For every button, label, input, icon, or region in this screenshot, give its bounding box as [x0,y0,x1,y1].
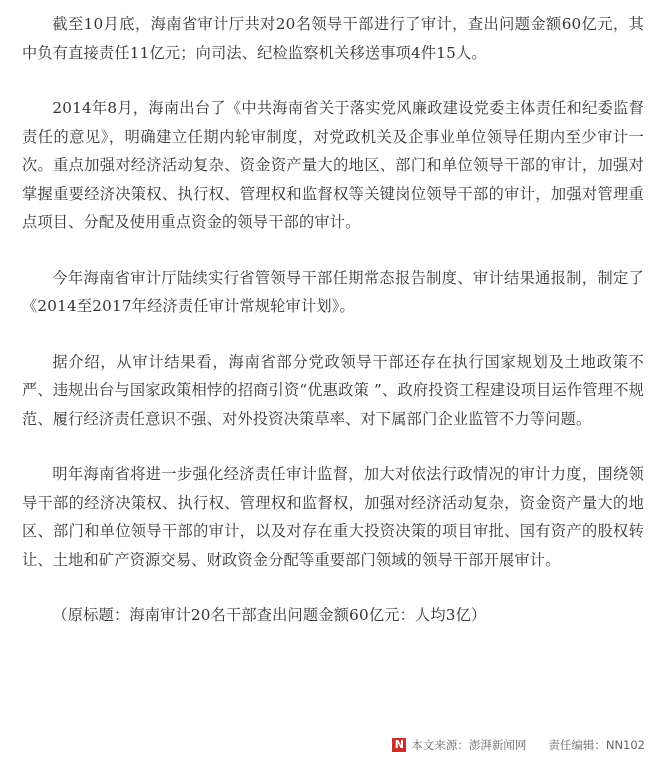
article-body [22,10,644,657]
paragraph-next-year-plan: 明年海南省将进一步强化经济责任审计监督，加大对依法行政情况的审计力度，围绕领导干部的经济决策权、执行权、管理权和监督权，加强对经济活动复杂，资金资产量大的地区、部门和单位领导干部的审计，以及对存在重大投资决策的项目审批、国有资产的股权转让、土地和矿产资源交易、财政资金分配等重要部门领域的领导干部开展审计。 [22,465,644,569]
editor-text: 责任编辑：NN102 [548,738,645,752]
original-title-note: （原标题：海南审计20名干部查出问题金额60亿元：人均3亿） [52,606,487,624]
source-text[interactable]: 本文来源：澎湃新闻网 [411,738,527,752]
paragraph-policy-2014: 2014年8月，海南出台了《中共海南省关于落实党风廉政建设党委主体责任和纪委监督责任的意见》，明确建立任期内轮审制度，对党政机关及企事业单位领导任期内至少审计一次。重点加强对经济活动复杂、资金资产量大的地区、部门和单位领导干部的审计，加强对掌握重要经济决策权、执行权、管理权和监督权等关键岗位领导干部的审计，加强对管理重点项目、分配及使用重点资金的领导干部的审计。 [22,99,644,231]
paragraph-audit-findings: 据介绍，从审计结果看，海南省部分党政领导干部还存在执行国家规划及土地政策不严、违规出台与国家政策相悖的招商引资“优惠政策 ”、政府投资工程建设项目运作管理不规范、履行经济责任意识不强、对外投资决策草率、对下属部门企业监管不力等问题。 [22,352,644,428]
paragraph-reporting-system: 今年海南省审计厅陆续实行省管领导干部任期常态报告制度、审计结果通报制，制定了《2014至2017年经济责任审计常规轮审计划》。 [22,268,644,315]
paragraph-audit-summary: 截至10月底，海南省审计厅共对20名领导干部进行了审计，查出问题金额60亿元，其中负有直接责任11亿元；向司法、纪检监察机关移送事项4件15人。 [22,15,644,62]
article-footer [392,736,645,754]
news-logo-icon: N [392,738,406,752]
